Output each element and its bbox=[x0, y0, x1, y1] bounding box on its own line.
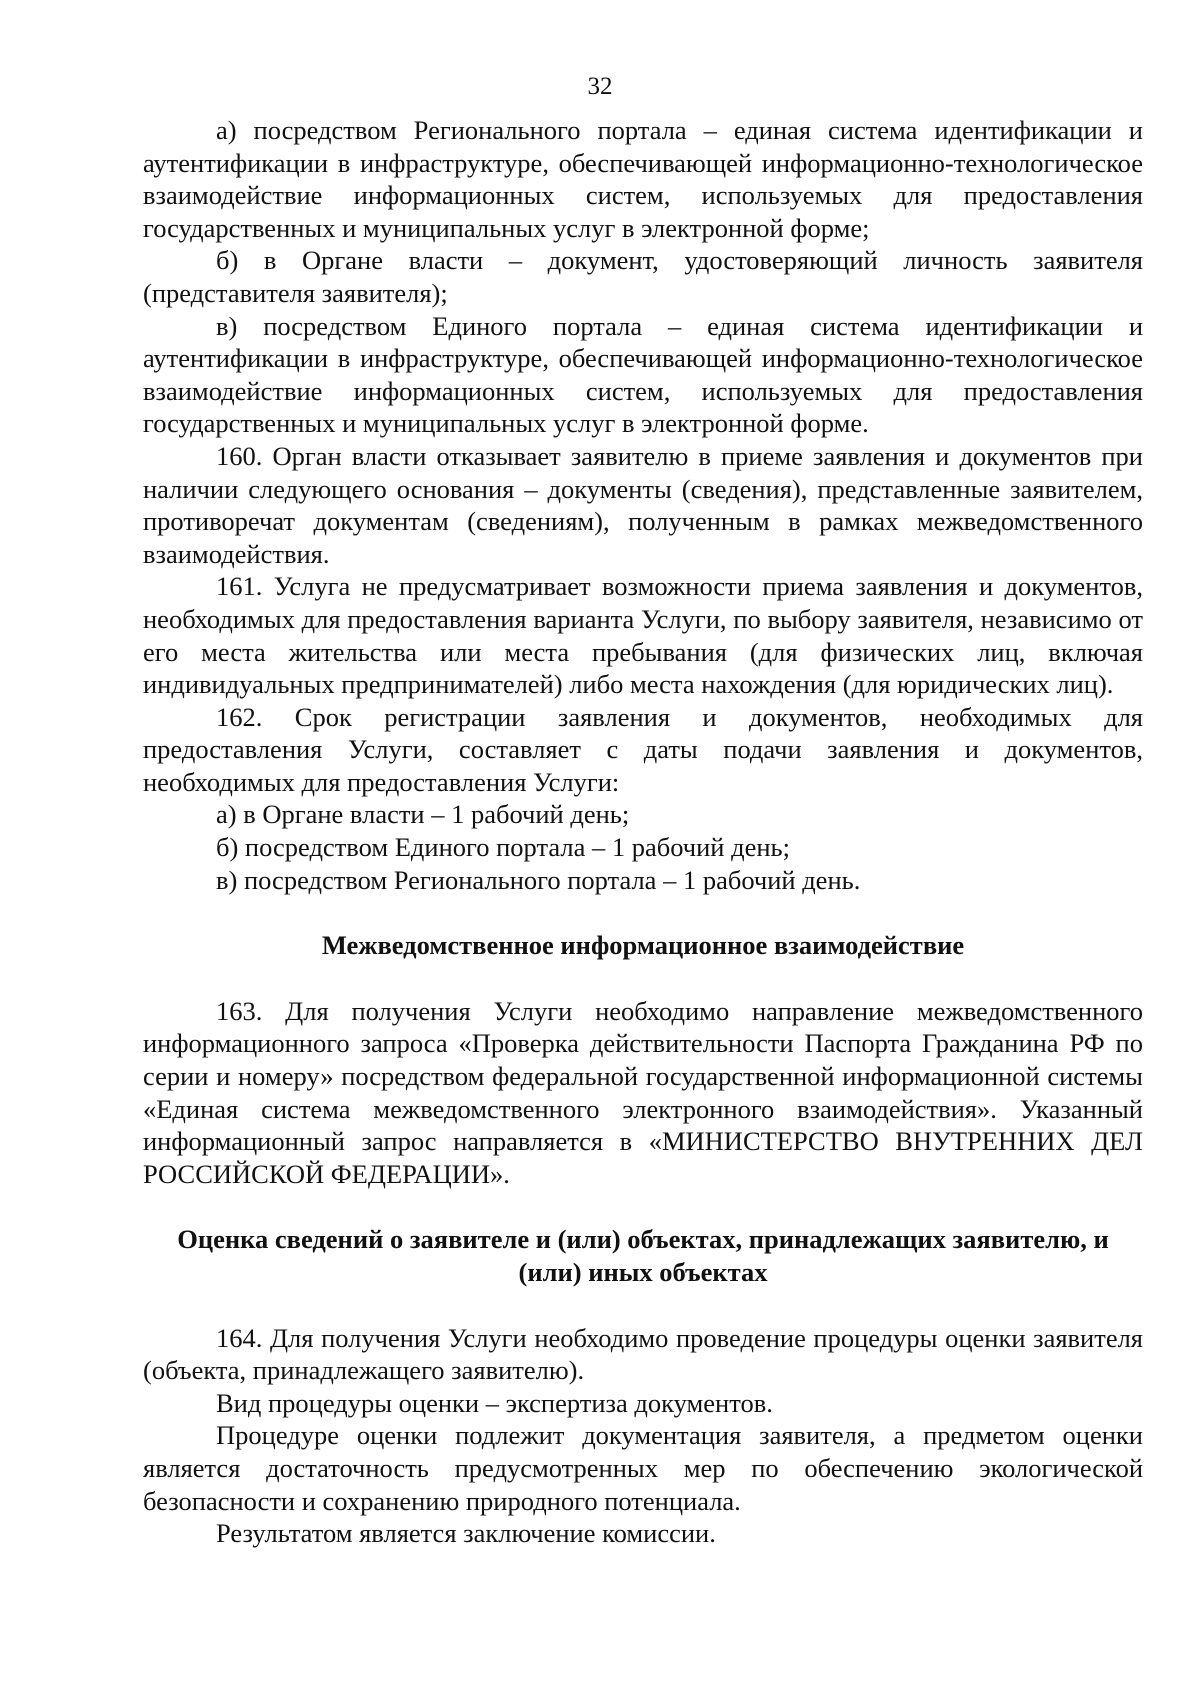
paragraph: Процедуре оценки подлежит документация заявителя, а предметом оценки является достаточность предусмотренных мер по обеспечению экологической безопасности и сохранению природного потенциала. bbox=[143, 1420, 1143, 1516]
paragraph: а) в Органе власти – 1 рабочий день; bbox=[216, 799, 630, 830]
paragraph: 160. Орган власти отказывает заявителю в приеме заявления и документов при наличии следующего основания – документы (сведения), представленные заявителем, противоречат документам (сведениям), полученным в рамках межведомственного взаимодействия. bbox=[143, 440, 1143, 569]
paragraph: в) посредством Регионального портала – 1 рабочий день. bbox=[216, 864, 861, 895]
paragraph: Результатом является заключение комиссии. bbox=[216, 1518, 716, 1549]
paragraph: 162. Срок регистрации заявления и документов, необходимых для предоставления Услуги, составляет с даты подачи заявления и документов, необходимых для предоставления Услуги: bbox=[143, 701, 1143, 797]
section-heading: Оценка сведений о заявителе и (или) объектах, принадлежащих заявителю, и (или) иных объектах bbox=[177, 1224, 1109, 1287]
paragraph: б) посредством Единого портала – 1 рабочий день; bbox=[216, 832, 790, 863]
paragraph: 164. Для получения Услуги необходимо проведение процедуры оценки заявителя (объекта, принадлежащего заявителю). bbox=[143, 1322, 1143, 1386]
document-body bbox=[143, 114, 1143, 1550]
paragraph: б) в Органе власти – документ, удостоверяющий личность заявителя (представителя заявителя); bbox=[143, 245, 1143, 308]
page-number: 32 bbox=[587, 73, 613, 100]
paragraph: 163. Для получения Услуги необходимо направление межведомственного информационного запроса «Проверка действительности Паспорта Гражданина РФ по серии и номеру» посредством федеральной государственной информационной системы «Единая система межведомственного электронного взаимодействия». Указанный информационный запрос направляется в «МИНИСТЕРСТВО ВНУТРЕННИХ ДЕЛ РОССИЙСКОЙ ФЕДЕРАЦИИ». bbox=[143, 995, 1143, 1189]
paragraph: в) посредством Единого портала – единая система идентификации и аутентификации в инфраструктуре, обеспечивающей информационно-технологическое взаимодействие информационных систем, используемых для предоставления государственных и муниципальных услуг в электронной форме. bbox=[143, 310, 1143, 439]
paragraph: 161. Услуга не предусматривает возможности приема заявления и документов, необходимых для предоставления варианта Услуги, по выбору заявителя, независимо от его места жительства или места пребывания (для физических лиц, включая индивидуальных предпринимателей) либо места нахождения (для юридических лиц). bbox=[143, 571, 1143, 700]
section-heading: Межведомственное информационное взаимодействие bbox=[321, 930, 965, 961]
paragraph: а) посредством Регионального портала – единая система идентификации и аутентификации в инфраструктуре, обеспечивающей информационно-технологическое взаимодействие информационных систем, используемых для предоставления государственных и муниципальных услуг в электронной форме; bbox=[143, 115, 1143, 243]
paragraph: Вид процедуры оценки – экспертиза документов. bbox=[216, 1387, 773, 1418]
